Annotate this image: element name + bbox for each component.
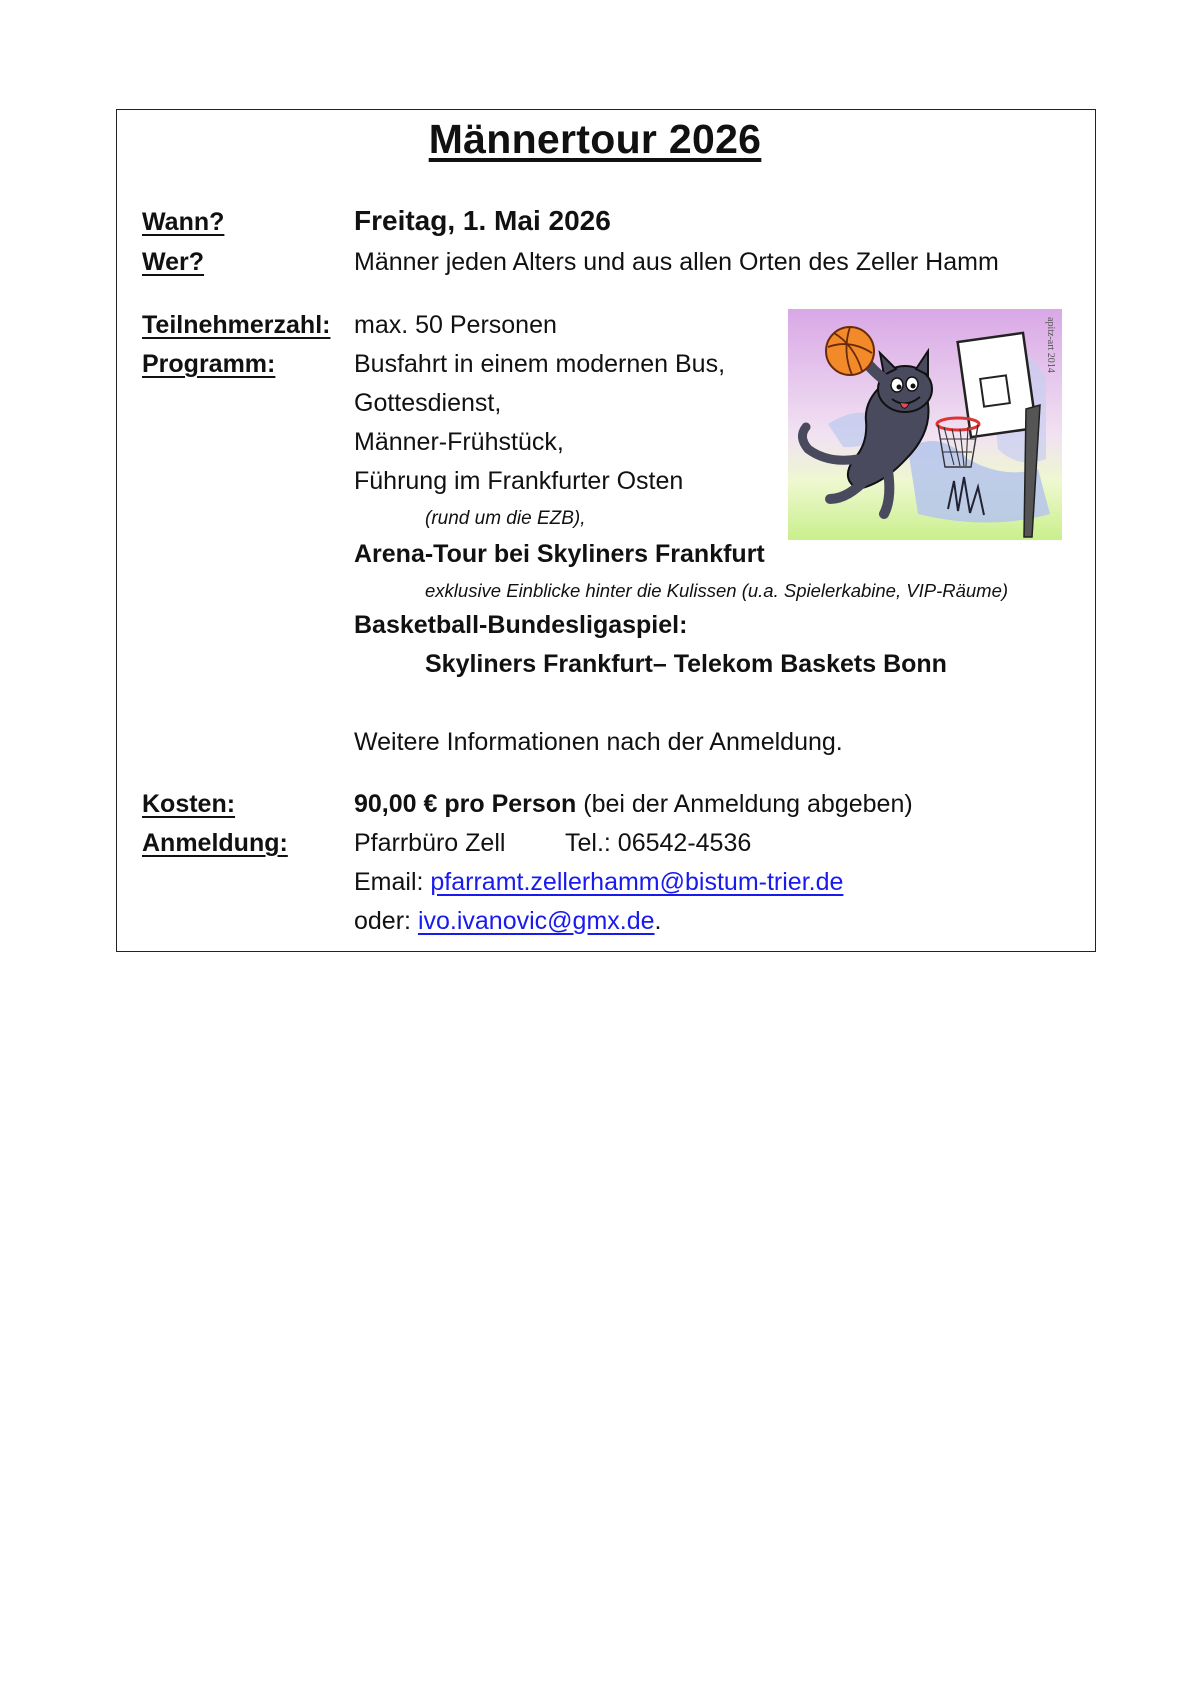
alt-email-line <box>354 907 661 936</box>
alt-prefix: oder: <box>354 907 418 935</box>
value-kosten <box>354 790 913 819</box>
basketball-cat-icon <box>788 309 1062 540</box>
office: Pfarrbüro Zell <box>354 829 506 857</box>
phone: Tel.: 06542-4536 <box>565 829 752 857</box>
value-date: Freitag, 1. Mai 2026 <box>354 205 611 236</box>
email-prefix: Email: <box>354 868 431 896</box>
alt-email-link[interactable]: ivo.ivanovic@gmx.de <box>417 907 655 935</box>
programm-item: Männer-Frühstück, <box>354 428 564 456</box>
price: 90,00 € pro Person <box>354 790 577 818</box>
label-kosten: Kosten: <box>142 790 236 818</box>
programm-match: Skyliners Frankfurt– Telekom Baskets Bonn <box>425 650 947 678</box>
page-title: Männertour 2026 <box>428 116 762 162</box>
email-line <box>354 868 843 897</box>
basketball-cat-illustration <box>788 309 1062 540</box>
value-wer: Männer jeden Alters und aus allen Orten des Zeller Hamm <box>354 248 999 276</box>
programm-note: (rund um die EZB), <box>425 508 586 529</box>
programm-item: Führung im Frankfurter Osten <box>354 467 684 495</box>
programm-item: Busfahrt in einem modernen Bus, <box>354 350 726 378</box>
label-anmeldung: Anmeldung: <box>142 829 288 857</box>
label-wann: Wann? <box>142 208 225 236</box>
programm-arena: Arena-Tour bei Skyliners Frankfurt <box>354 540 765 568</box>
programm-info: Weitere Informationen nach der Anmeldung. <box>354 728 843 756</box>
label-programm: Programm: <box>142 350 276 378</box>
alt-suffix: . <box>654 907 662 935</box>
label-wer: Wer? <box>142 248 205 276</box>
programm-note: exklusive Einblicke hinter die Kulissen (u.a. Spielerkabine, VIP-Räume) <box>425 580 1009 601</box>
illustration-signature: apitz-art 2014 <box>1045 317 1056 373</box>
label-teilnehmerzahl: Teilnehmerzahl: <box>142 311 331 339</box>
programm-item: Gottesdienst, <box>354 389 502 417</box>
price-note: (bei der Anmeldung abgeben) <box>576 790 913 818</box>
programm-spiel: Basketball-Bundesligaspiel: <box>354 611 688 639</box>
value-teilnehmerzahl: max. 50 Personen <box>354 311 557 339</box>
email-link[interactable]: pfarramt.zellerhamm@bistum-trier.de <box>430 868 844 896</box>
